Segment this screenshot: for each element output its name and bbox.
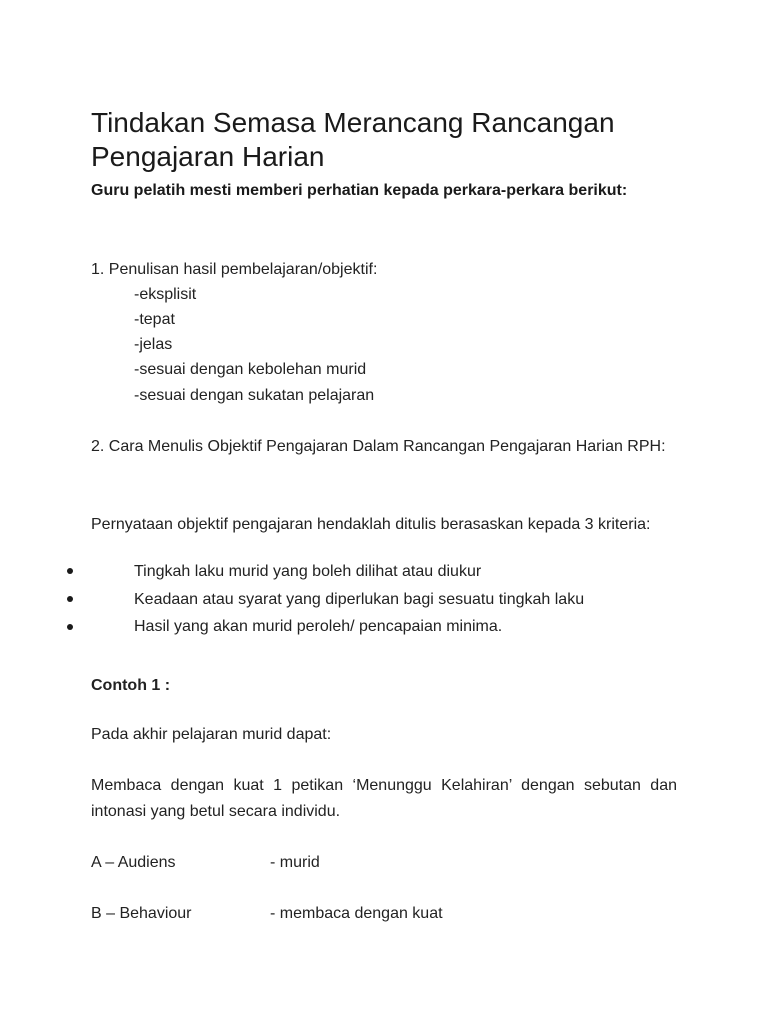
example-objective: Membaca dengan kuat 1 petikan ‘Menunggu Kelahiran’ dengan sebutan dan intonasi yang betul secara individu.: [91, 777, 677, 820]
list-item: Tingkah laku murid yang boleh dilihat atau diukur: [134, 563, 482, 580]
bullet-icon: [67, 596, 73, 602]
list-item: -jelas: [134, 336, 173, 353]
example-heading: Contoh 1 :: [91, 677, 171, 694]
page-title: Tindakan Semasa Merancang Rancangan Pengajaran Harian: [91, 107, 615, 172]
bullet-icon: [67, 624, 73, 630]
criteria-statement: Pernyataan objektif pengajaran hendaklah ditulis berasaskan kepada 3 kriteria:: [91, 516, 651, 533]
section2-heading: 2. Cara Menulis Objektif Pengajaran Dalam Rancangan Pengajaran Harian RPH:: [91, 438, 666, 455]
list-item: Keadaan atau syarat yang diperlukan bagi sesuatu tingkah laku: [134, 591, 585, 608]
list-item: -sesuai dengan sukatan pelajaran: [134, 387, 375, 404]
list-item: Hasil yang akan murid peroleh/ pencapaian minima.: [134, 618, 503, 635]
list-item: -eksplisit: [134, 286, 197, 303]
abcd-desc: - membaca dengan kuat: [270, 905, 443, 922]
list-item: -tepat: [134, 311, 175, 328]
example-lead: Pada akhir pelajaran murid dapat:: [91, 726, 332, 743]
abcd-desc: - murid: [270, 854, 320, 871]
list-item: -sesuai dengan kebolehan murid: [134, 361, 367, 378]
intro-text: Guru pelatih mesti memberi perhatian kepada perkara-perkara berikut:: [91, 182, 628, 199]
abcd-term: B – Behaviour: [91, 905, 192, 922]
bullet-icon: [67, 568, 73, 574]
section1-heading: 1. Penulisan hasil pembelajaran/objektif:: [91, 261, 378, 278]
abcd-term: A – Audiens: [91, 854, 176, 871]
